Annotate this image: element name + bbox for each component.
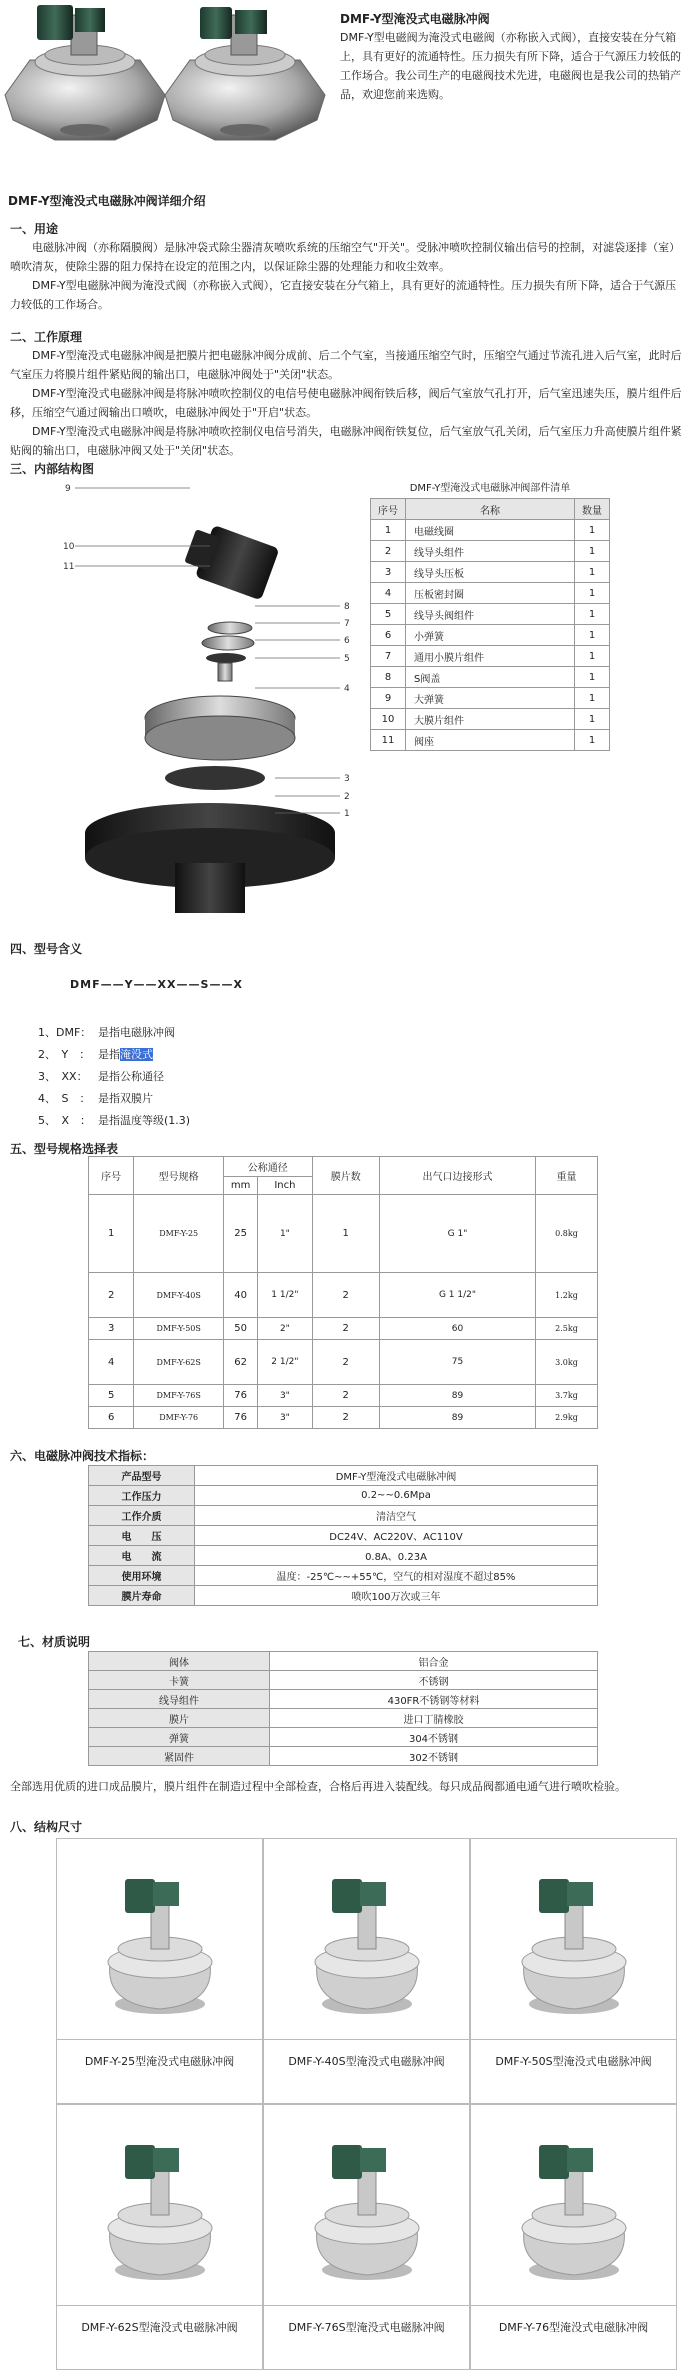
parts-cell-qty: 1 [575,541,610,562]
parts-cell-qty: 1 [575,667,610,688]
tech-label: 电 流 [89,1546,195,1566]
gallery-cell [56,2104,263,2370]
spec-row [89,1407,598,1429]
spec-cell-mm: 25 [223,1195,257,1273]
principle-paragraph-2: DMF-Y型淹没式电磁脉冲阀是将脉冲喷吹控制仪的电信号使电磁脉冲阀衔铁后移，阀后气室放气孔打开，后气室迅速失压，膜片组件后移，压缩空气通过阀输出口喷吹，电磁脉冲阀处于"开启"状态。 [10,387,682,419]
spec-cell-weight: 0.8kg [536,1195,598,1273]
parts-list [370,480,610,751]
material-value: 不锈钢 [270,1671,598,1690]
parts-cell-no: 3 [371,562,406,583]
parts-row [371,541,610,562]
valve-photo-icon [85,1854,235,2024]
model-meaning-list [38,1022,190,1132]
parts-row [371,604,610,625]
spec-cell-no: 2 [89,1273,134,1318]
parts-row [371,562,610,583]
parts-cell-no: 2 [371,541,406,562]
hero-product-image [0,0,330,165]
parts-cell-name: 线导头组件 [406,541,575,562]
parts-cell-no: 9 [371,688,406,709]
material-value: 铝合金 [270,1652,598,1671]
gallery-caption: DMF-Y-40S型淹没式电磁脉冲阀 [264,2039,469,2072]
tech-value: DC24V、AC220V、AC110V [195,1526,598,1546]
section-principle-heading: 二、工作原理 [10,330,83,344]
tech-row [89,1566,598,1586]
spec-cell-no: 1 [89,1195,134,1273]
material-note: 全部选用优质的进口成品膜片，膜片组件在制造过程中全部检查，合格后再进入装配线。每只成品阀都通电通气进行喷吹检验。 [10,1780,626,1793]
spec-cell-film: 2 [312,1318,379,1340]
tech-row [89,1546,598,1566]
spec-cell-film: 2 [312,1407,379,1429]
parts-cell-no: 5 [371,604,406,625]
spec-row [89,1385,598,1407]
parts-cell-no: 10 [371,709,406,730]
spec-header-weight: 重量 [536,1157,598,1195]
parts-header-qty: 数量 [575,499,610,520]
spec-header-mm: mm [223,1177,257,1195]
spec-cell-weight: 3.0kg [536,1340,598,1385]
tech-value: 0.8A、0.23A [195,1546,598,1566]
model-meaning-text: 是指温度等级(1.3) [98,1114,191,1127]
spec-cell-inch: 1" [258,1195,312,1273]
parts-row [371,583,610,604]
model-meaning-item [38,1110,190,1132]
tech-label: 使用环境 [89,1566,195,1586]
spec-header-dn: 公称通径 [223,1157,312,1177]
spec-cell-model: DMF-Y-76 [134,1407,224,1429]
model-code: DMF——Y——XX——S——X [70,978,243,991]
principle-paragraph-3: DMF-Y型淹没式电磁脉冲阀是将脉冲喷吹控制仪电信号消失，电磁脉冲阀衔铁复位，后气室放气孔关闭，后气室压力升高使膜片组件紧贴阀的输出口，电磁脉冲阀又处于"关闭"状态。 [10,425,682,457]
callout-label: 5 [344,654,350,664]
parts-row [371,625,610,646]
gallery-cell [263,1838,470,2104]
material-row [89,1652,598,1671]
material-part: 线导组件 [89,1690,270,1709]
model-meaning-key: 1、DMF： [38,1026,92,1039]
gallery-product-image [471,1839,676,2039]
spec-cell-weight: 1.2kg [536,1273,598,1318]
material-part: 膜片 [89,1709,270,1728]
material-part: 阀体 [89,1652,270,1671]
tech-table [88,1465,598,1606]
gallery-product-image [264,2105,469,2305]
parts-cell-qty: 1 [575,520,610,541]
intro-text: DMF-Y型电磁阀为淹没式电磁阀（亦称嵌入式阀），直接安装在分气箱上，具有更好的流通特性。压力损失有所下降，适合于气源压力较低的工作场合。我公司生产的电磁阀技术先进，电磁阀也是我公司的热销产品，欢迎您前来选购。 [340,31,681,101]
spec-cell-model: DMF-Y-50S [134,1318,224,1340]
parts-cell-qty: 1 [575,688,610,709]
spec-header-conn: 出气口边接形式 [379,1157,535,1195]
model-meaning-item [38,1044,190,1066]
section-usage [10,220,685,314]
spec-cell-conn: G 1" [379,1195,535,1273]
callout-label: 4 [344,684,350,694]
model-meaning-key: 4、 S ： [38,1092,91,1105]
material-value: 进口丁腈橡胶 [270,1709,598,1728]
parts-cell-name: 线导头阀组件 [406,604,575,625]
spec-cell-inch: 1 1/2" [258,1273,312,1318]
spec-cell-film: 1 [312,1195,379,1273]
spec-row [89,1340,598,1385]
gallery-product-image [57,1839,262,2039]
spec-cell-conn: 75 [379,1340,535,1385]
parts-header-name: 名称 [406,499,575,520]
parts-cell-no: 1 [371,520,406,541]
gallery-cell [470,2104,677,2370]
valve-photo-icon [292,2120,442,2290]
parts-cell-qty: 1 [575,730,610,751]
model-meaning-text: 是指电磁脉冲阀 [98,1026,175,1039]
spec-cell-weight: 2.5kg [536,1318,598,1340]
section-dimension-heading: 八、结构尺寸 [10,1820,83,1834]
spec-cell-film: 2 [312,1340,379,1385]
model-meaning-key: 3、 XX： [38,1070,88,1083]
parts-cell-qty: 1 [575,604,610,625]
spec-header-inch: Inch [258,1177,312,1195]
model-meaning-text: 是指双膜片 [98,1092,153,1105]
tech-label: 工作介质 [89,1506,195,1526]
model-meaning-key: 2、 Y ： [38,1048,91,1061]
parts-list-title: DMF-Y型淹没式电磁脉冲阀部件清单 [409,483,571,494]
parts-header-no: 序号 [371,499,406,520]
spec-cell-model: DMF-Y-62S [134,1340,224,1385]
spec-cell-film: 2 [312,1273,379,1318]
tech-value: DMF-Y型淹没式电磁脉冲阀 [195,1466,598,1486]
gallery-cell [263,2104,470,2370]
callout-label: 10 [63,542,75,552]
parts-row [371,730,610,751]
gallery-caption: DMF-Y-25型淹没式电磁脉冲阀 [57,2039,262,2072]
parts-row [371,646,610,667]
parts-cell-name: 电磁线圈 [406,520,575,541]
model-meaning-text: 是指 [98,1048,120,1061]
spec-cell-no: 6 [89,1407,134,1429]
spec-cell-conn: 60 [379,1318,535,1340]
tech-value: 0.2~~0.6Mpa [195,1486,598,1506]
spec-cell-no: 4 [89,1340,134,1385]
spec-row [89,1273,598,1318]
spec-cell-weight: 3.7kg [536,1385,598,1407]
tech-row [89,1486,598,1506]
intro-block [340,10,685,104]
parts-row [371,709,610,730]
parts-row [371,688,610,709]
main-title: DMF-Y型淹没式电磁脉冲阀详细介绍 [8,194,206,208]
parts-cell-no: 6 [371,625,406,646]
spec-row [89,1318,598,1340]
parts-table [370,498,610,751]
spec-cell-mm: 50 [223,1318,257,1340]
material-value: 430FR不锈钢等材料 [270,1690,598,1709]
parts-cell-name: 小弹簧 [406,625,575,646]
spec-cell-inch: 2" [258,1318,312,1340]
valve-photo-icon [292,1854,442,2024]
tech-value: 温度：-25℃~~+55℃，空气的相对湿度不超过85% [195,1566,598,1586]
parts-row [371,667,610,688]
parts-cell-qty: 1 [575,709,610,730]
spec-cell-mm: 76 [223,1407,257,1429]
gallery-caption: DMF-Y-76S型淹没式电磁脉冲阀 [264,2305,469,2338]
tech-value: 清洁空气 [195,1506,598,1526]
gallery-cell [56,1838,263,2104]
tech-value: 喷吹100万次或三年 [195,1586,598,1606]
tech-label: 产品型号 [89,1466,195,1486]
section-usage-heading: 一、用途 [10,222,59,236]
tech-row [89,1586,598,1606]
material-row [89,1671,598,1690]
spec-cell-model: DMF-Y-40S [134,1273,224,1318]
callout-label: 2 [344,792,350,802]
exploded-view-svg [60,478,360,928]
spec-cell-model: DMF-Y-25 [134,1195,224,1273]
section-principle [10,328,685,460]
parts-cell-name: 大弹簧 [406,688,575,709]
usage-paragraph-1: 电磁脉冲阀（亦称隔膜阀）是脉冲袋式除尘器清灰喷吹系统的压缩空气"开关"。受脉冲喷吹控制仪输出信号的控制，对滤袋逐排（室）喷吹清灰，使除尘器的阻力保持在设定的范围之内，以保证除尘器的处理能力和收尘效率。 [10,241,681,273]
parts-cell-qty: 1 [575,646,610,667]
section-spec-heading: 五、型号规格选择表 [10,1142,119,1156]
tech-row [89,1526,598,1546]
callout-label: 6 [344,636,350,646]
valve-photo-icon [499,1854,649,2024]
spec-header-film: 膜片数 [312,1157,379,1195]
principle-paragraph-1: DMF-Y型淹没式电磁脉冲阀是把膜片把电磁脉冲阀分成前、后二个气室，当接通压缩空气时，压缩空气通过节流孔进入后气室，此时后气室压力将膜片组件紧贴阀的输出口，电磁脉冲阀处于"关闭"状态。 [10,349,682,381]
spec-cell-mm: 76 [223,1385,257,1407]
valve-photo-icon [85,2120,235,2290]
parts-cell-qty: 1 [575,562,610,583]
gallery-product-image [57,2105,262,2305]
tech-row [89,1466,598,1486]
spec-header-no: 序号 [89,1157,134,1195]
material-row [89,1728,598,1747]
parts-cell-qty: 1 [575,625,610,646]
spec-header-model: 型号规格 [134,1157,224,1195]
product-gallery [56,1838,677,2371]
parts-cell-qty: 1 [575,583,610,604]
tech-label: 工作压力 [89,1486,195,1506]
valve-photo-icon [499,2120,649,2290]
material-row [89,1690,598,1709]
parts-cell-no: 8 [371,667,406,688]
spec-row [89,1195,598,1273]
spec-cell-no: 3 [89,1318,134,1340]
gallery-cell [470,1838,677,2104]
spec-cell-mm: 62 [223,1340,257,1385]
gallery-caption: DMF-Y-50S型淹没式电磁脉冲阀 [471,2039,676,2072]
model-meaning-item [38,1088,190,1110]
material-row [89,1747,598,1766]
parts-cell-name: 阀座 [406,730,575,751]
model-meaning-key: 5、 X ： [38,1114,92,1127]
gallery-caption: DMF-Y-62S型淹没式电磁脉冲阀 [57,2305,262,2338]
callout-label: 11 [63,562,75,572]
callout-label: 3 [344,774,350,784]
gallery-caption: DMF-Y-76型淹没式电磁脉冲阀 [471,2305,676,2338]
spec-cell-film: 2 [312,1385,379,1407]
parts-cell-no: 11 [371,730,406,751]
model-meaning-text: 是指公称通径 [98,1070,164,1083]
parts-cell-name: 线导头压板 [406,562,575,583]
parts-cell-name: 压板密封圈 [406,583,575,604]
section-material-heading: 七、材质说明 [18,1635,91,1649]
parts-cell-name: S阀盖 [406,667,575,688]
spec-cell-model: DMF-Y-76S [134,1385,224,1407]
section-tech-heading: 六、电磁脉冲阀技术指标： [10,1449,155,1463]
spec-cell-conn: 89 [379,1385,535,1407]
tech-row [89,1506,598,1526]
gallery-product-image [264,1839,469,2039]
material-table [88,1651,598,1766]
intro-title: DMF-Y型淹没式电磁脉冲阀 [340,12,490,26]
model-meaning-item [38,1066,190,1088]
material-row [89,1709,598,1728]
model-meaning-highlight: 淹没式 [120,1048,153,1061]
spec-cell-conn: G 1 1/2" [379,1273,535,1318]
section-structure-heading: 三、内部结构图 [10,462,95,476]
spec-cell-inch: 3" [258,1385,312,1407]
tech-label: 膜片寿命 [89,1586,195,1606]
exploded-view-diagram [60,478,360,928]
parts-cell-name: 大膜片组件 [406,709,575,730]
material-part: 卡簧 [89,1671,270,1690]
parts-row [371,520,610,541]
parts-cell-no: 7 [371,646,406,667]
callout-label: 7 [344,619,350,629]
parts-cell-no: 4 [371,583,406,604]
section-model-meaning-heading: 四、型号含义 [10,942,83,956]
spec-table [88,1156,598,1429]
tech-label: 电 压 [89,1526,195,1546]
material-part: 弹簧 [89,1728,270,1747]
model-meaning-item [38,1022,190,1044]
spec-cell-inch: 3" [258,1407,312,1429]
callout-label: 9 [65,484,71,494]
material-part: 紧固件 [89,1747,270,1766]
material-value: 304不锈钢 [270,1728,598,1747]
usage-paragraph-2: DMF-Y型电磁脉冲阀为淹没式阀（亦称嵌入式阀），它直接安装在分气箱上，具有更好的流通特性。压力损失有所下降，适合于气源压力较低的工作场合。 [10,279,677,311]
spec-cell-weight: 2.9kg [536,1407,598,1429]
parts-cell-name: 通用小膜片组件 [406,646,575,667]
spec-cell-inch: 2 1/2" [258,1340,312,1385]
spec-cell-mm: 40 [223,1273,257,1318]
callout-label: 1 [344,809,350,819]
spec-cell-no: 5 [89,1385,134,1407]
spec-cell-conn: 89 [379,1407,535,1429]
material-value: 302不锈钢 [270,1747,598,1766]
valve-pair-illustration [0,0,330,165]
gallery-product-image [471,2105,676,2305]
callout-label: 8 [344,602,350,612]
